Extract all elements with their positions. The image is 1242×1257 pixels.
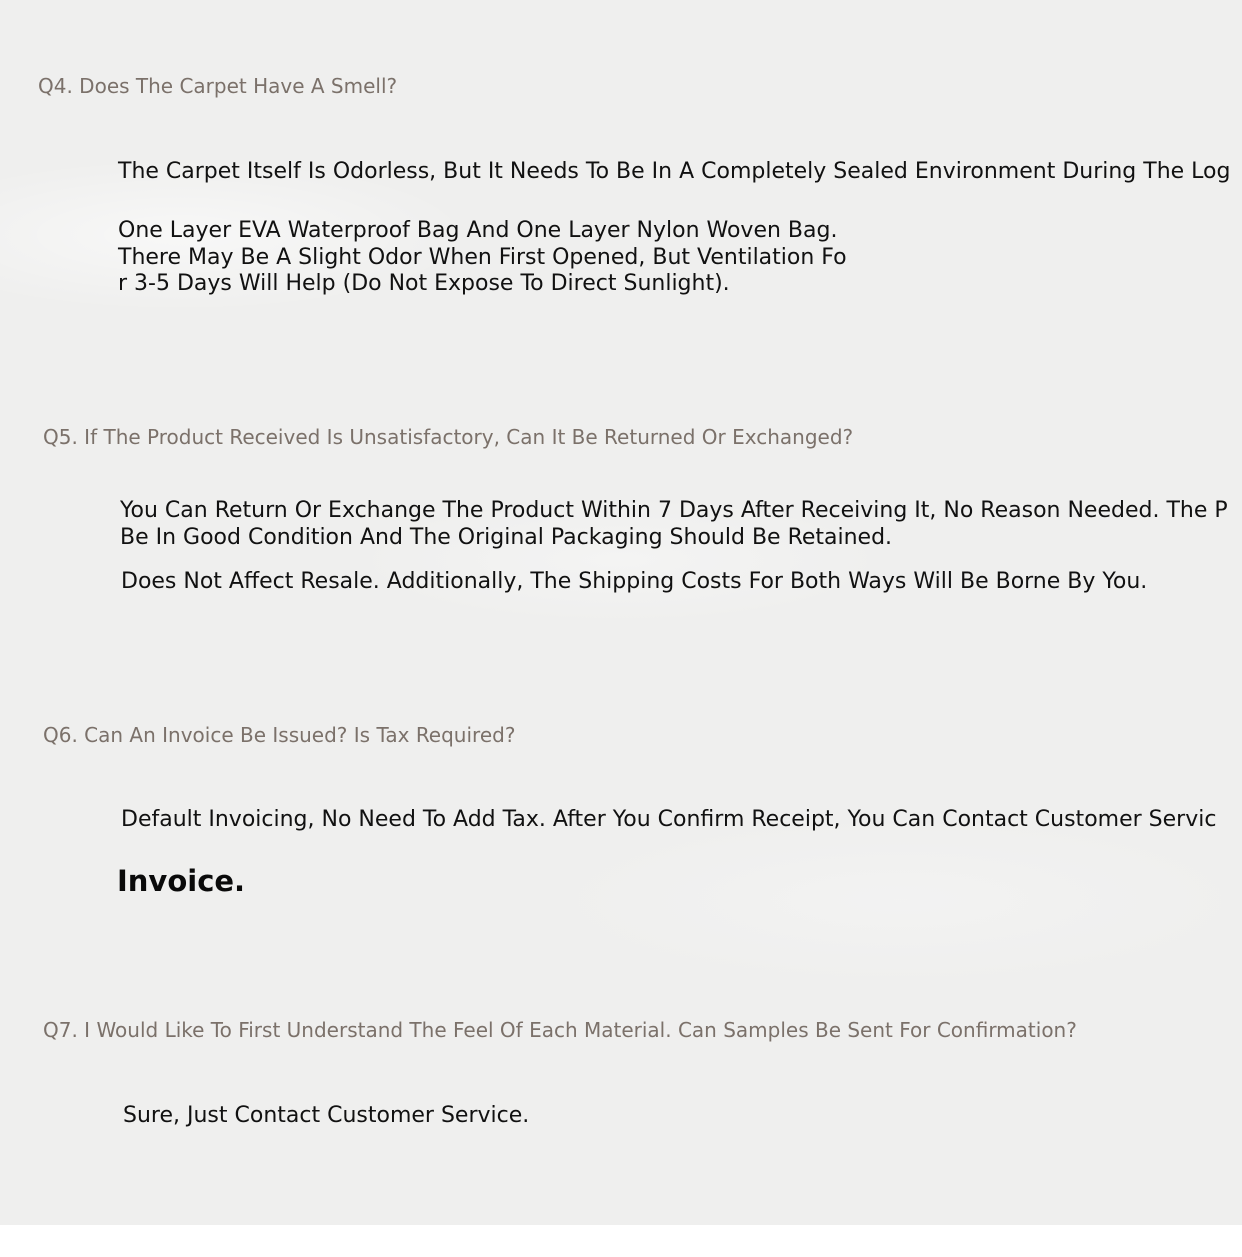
faq-q4-answer-line2: One Layer EVA Waterproof Bag And One Layer Nylon Woven Bag. [118,218,837,245]
faq-q5-answer-line3: Does Not Affect Resale. Additionally, The Shipping Costs For Both Ways Will Be Borne By You. [121,569,1147,596]
faq-q4-question: Q4. Does The Carpet Have A Smell? [38,73,397,99]
faq-q7-answer-line1: Sure, Just Contact Customer Service. [123,1103,529,1130]
faq-q4-answer-line3: There May Be A Slight Odor When First Opened, But Ventilation Fo [118,245,847,272]
faq-q4-answer-line1: The Carpet Itself Is Odorless, But It Needs To Be In A Completely Sealed Environment During The Log [118,159,1230,186]
faq-q6-answer-line2: Invoice. [117,864,245,898]
faq-q5-answer-line2: Be In Good Condition And The Original Packaging Should Be Retained. [120,525,892,552]
faq-q6-question: Q6. Can An Invoice Be Issued? Is Tax Required? [43,722,515,748]
faq-q5-answer-line1: You Can Return Or Exchange The Product Within 7 Days After Receiving It, No Reason Needed. The P [120,498,1228,525]
faq-q6-answer-line1: Default Invoicing, No Need To Add Tax. After You Confirm Receipt, You Can Contact Customer Servic [121,807,1216,834]
bottom-edge-strip [0,1241,1242,1257]
faq-q5-question: Q5. If The Product Received Is Unsatisfactory, Can It Be Returned Or Exchanged? [43,424,853,450]
faq-q4-answer-line4: r 3-5 Days Will Help (Do Not Expose To Direct Sunlight). [118,271,730,298]
faq-q7-question: Q7. I Would Like To First Understand The Feel Of Each Material. Can Samples Be Sent For Confirmation? [43,1017,1077,1043]
